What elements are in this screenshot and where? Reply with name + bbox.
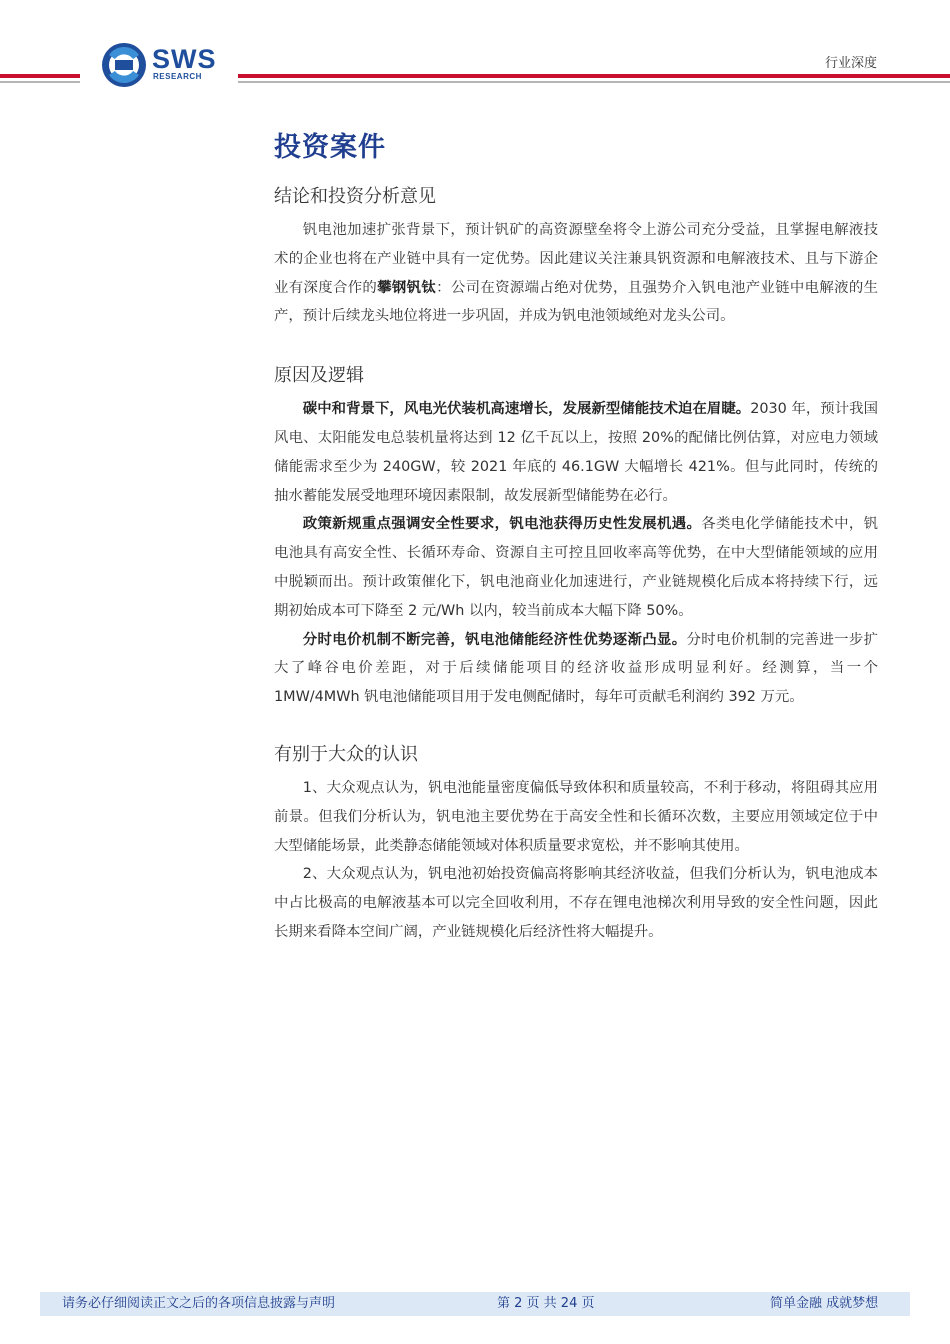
- report-type-label: 行业深度: [824, 56, 877, 71]
- section-heading-conclusion: 结论和投资分析意见: [274, 186, 436, 207]
- paragraph-lead: 分时电价机制不断完善，钒电池储能经济性优势逐渐凸显。: [302, 631, 687, 648]
- paragraph-text: 分时电价机制的完善进一步扩大了峰谷电价差距，对于后续储能项目的经济收益形成明显利好。经测算，当一个 1MW/4MWh 钒电池储能项目用于发电侧配储时，每年可贡献毛利润约 392 万元。: [274, 631, 878, 706]
- footer-slogan: 简单金融 成就梦想: [770, 1296, 879, 1311]
- sws-logo-icon: [100, 41, 148, 89]
- header-rule-left: [0, 74, 80, 78]
- section-heading-reasons: 原因及逻辑: [274, 365, 364, 387]
- page-title: 投资案件: [274, 132, 386, 163]
- paragraph-text: ：公司在资源端占绝对优势，且强势介入钒电池产业链中电解液的生产，预计后续龙头地位将进一步巩固，并成为钒电池领域绝对龙头公司。: [274, 279, 878, 325]
- paragraph-lead: 碳中和背景下，风电光伏装机高速增长，发展新型储能技术迫在眉睫。: [302, 401, 751, 418]
- paragraph-text: 各类电化学储能技术中，钒电池具有高安全性、长循环寿命、资源自主可控且回收率高等优势，在中大型储能领域的应用中脱颖而出。预计政策催化下，钒电池商业化加速进行，产业链规模化后成本将持续下行，远期初始成本可下降至 2 元/Wh 以内，较当前成本大幅下降 50%。: [274, 516, 878, 619]
- logo-subtitle: RESEARCH: [153, 72, 202, 81]
- footer-page-number: 第 2 页 共 24 页: [497, 1296, 595, 1311]
- paragraph-view-1: 1、大众观点认为，钒电池能量密度偏低导致体积和质量较高，不利于移动，将阻碍其应用前景。但我们分析认为，钒电池主要优势在于高安全性和长循环次数，主要应用领域定位于中大型储能场景，此类静态储能领域对体积质量要求宽松，并不影响其使用。: [274, 779, 878, 854]
- paragraph-reason-1: [274, 395, 878, 510]
- paragraph-reason-2: [274, 510, 878, 625]
- header-rule-right-secondary: [238, 81, 950, 83]
- paragraph-text: 2030 年，预计我国风电、太阳能发电总装机量将达到 12 亿千瓦以上，按照 20%的配储比例估算，对应电力领域储能需求至少为 240GW，较 2021 年底的 46.1GW 大幅增长 421%。但与此同时，传统的抽水蓄能发展受地理环境因素限制，故发展新型储能势在必行。: [274, 401, 878, 504]
- paragraph-view-2: 2、大众观点认为，钒电池初始投资偏高将影响其经济收益，但我们分析认为，钒电池成本中占比极高的电解液基本可以完全回收利用，不存在锂电池梯次利用导致的安全性问题，因此长期来看降本空间广阔，产业链规模化后经济性将大幅提升。: [274, 866, 878, 940]
- section-heading-differentiated-view: 有别于大众的认识: [274, 743, 418, 765]
- main-content: [274, 128, 878, 947]
- footer-disclaimer: 请务必仔细阅读正文之后的各项信息披露与声明: [62, 1296, 336, 1311]
- paragraph-lead: 政策新规重点强调安全性要求，钒电池获得历史性发展机遇。: [302, 516, 702, 533]
- header-rule-right: [238, 74, 950, 78]
- paragraph-conclusion: [274, 216, 878, 331]
- company-name-highlight: 攀钢钒钛: [377, 279, 437, 296]
- sws-logo: [100, 41, 230, 91]
- logo-wordmark: SWS: [152, 44, 217, 74]
- paragraph-text: 钒电池加速扩张背景下，预计钒矿的高资源壁垒将令上游公司充分受益，且掌握电解液技术的企业也将在产业链中具有一定优势。因此建议关注兼具钒资源和电解液技术、且与下游企业有深度合作的: [274, 222, 878, 296]
- paragraph-reason-3: [274, 626, 878, 712]
- header-rule-left-secondary: [0, 81, 80, 83]
